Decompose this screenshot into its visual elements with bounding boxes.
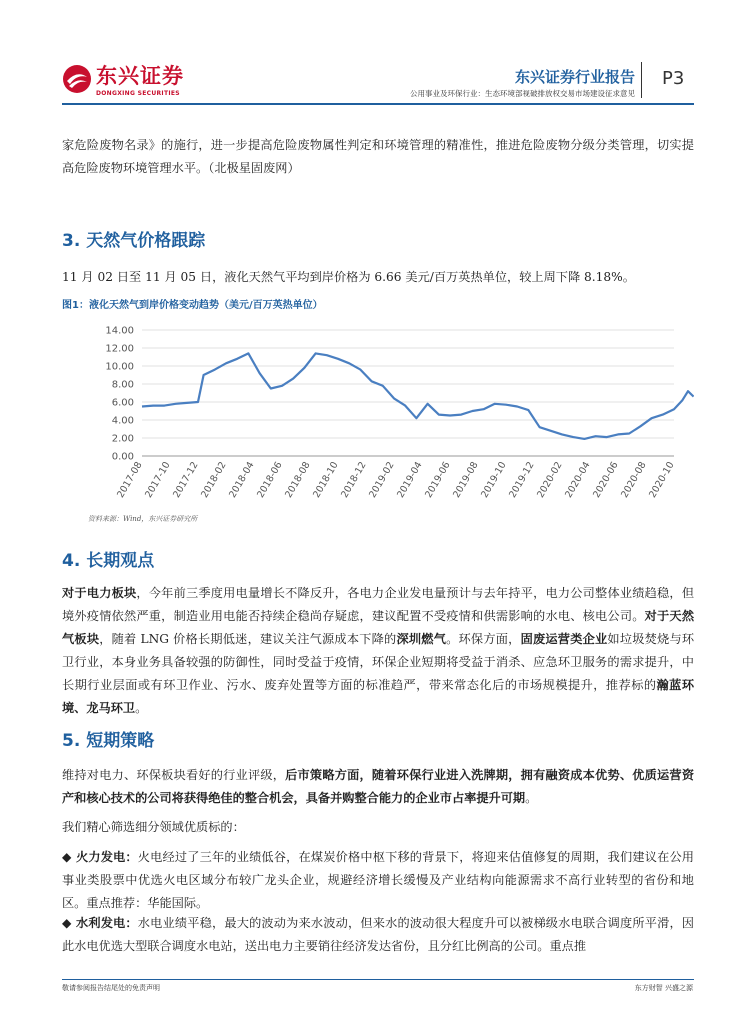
text-strategy-end: 。 — [525, 791, 538, 805]
bold-power: 对于电力板块 — [62, 586, 137, 600]
header-divider — [641, 62, 642, 98]
y-tick-label: 10.00 — [105, 361, 134, 373]
lng-price-chart — [62, 318, 694, 514]
x-tick-label: 2018-06 — [255, 460, 285, 500]
text-env: 。环保方面， — [446, 632, 521, 646]
bold-recommended: 瀚蓝环境、龙马环卫 — [62, 678, 695, 715]
bold-thermal: ◆ 火力发电： — [62, 850, 138, 864]
x-tick-label: 2019-04 — [395, 460, 425, 500]
list-item-thermal — [62, 846, 694, 915]
section-4-heading: 4. 长期观点 — [62, 551, 155, 571]
text-gas: ，随着 LNG 价格长期低迷，建议关注气源成本下降的 — [99, 632, 397, 646]
y-tick-label: 2.00 — [111, 433, 134, 445]
x-tick-label: 2017-10 — [143, 460, 173, 500]
x-tick-label: 2019-06 — [423, 460, 453, 500]
picks-intro: 我们精心筛选细分领域优质标的： — [62, 820, 245, 834]
x-tick-label: 2019-08 — [451, 460, 481, 500]
header-rule — [62, 103, 694, 105]
section-4-paragraph — [62, 582, 694, 720]
logo-text: 东兴证券 — [96, 64, 184, 88]
list-item-hydro — [62, 912, 694, 958]
bold-solid-waste: 固废运营类企业 — [520, 632, 608, 646]
text-end: 。 — [135, 701, 148, 715]
page-number: P3 — [662, 68, 685, 89]
text-thermal: 火电经过了三年的业绩低谷，在煤炭价格中枢下移的背景下，将迎来估值修复的周期，我们建议在公用事业类股票中优选火电区域分布较广龙头企业，规避经济增长缓慢及产业结构向能源需求不高行业转型的省份和地区。重点推荐：华能国际。 — [62, 850, 694, 910]
bold-hydro: ◆ 水利发电： — [62, 916, 138, 930]
x-tick-label: 2017-08 — [115, 460, 145, 500]
text-hydro: 水电业绩平稳，最大的波动为来水波动，但来水的波动很大程度升可以被梯级水电联合调度所平滑，因此水电优选大型联合调度水电站，送出电力主要销往经济发达省份，且分红比例高的公司。重点推 — [62, 916, 694, 953]
y-tick-label: 6.00 — [111, 397, 134, 409]
footer-disclaimer: 敬请参阅报告结尾处的免责声明 — [62, 984, 160, 992]
x-tick-label: 2018-12 — [339, 460, 369, 500]
text-solid-waste: 如垃圾焚烧与环卫行业，本身业务具备较强的防御性，同时受益于疫情，环保企业短期将受益于消杀、应急环卫服务的需求提升，中长期行业层面或有环卫作业、污水、废弃处置等方面的标准趋严，带来常态化后的市场规模提升，推荐标的 — [62, 632, 695, 692]
y-tick-label: 12.00 — [105, 343, 134, 355]
x-tick-label: 2019-10 — [479, 460, 509, 500]
figure-title: 图1：液化天然气到岸价格变动趋势（美元/百万英热单位） — [62, 300, 323, 311]
x-tick-label: 2018-02 — [199, 460, 229, 500]
figure-source: 资料来源：Wind，东兴证券研究所 — [88, 515, 198, 523]
bold-shenzhen-gas: 深圳燃气 — [396, 632, 447, 646]
footer-rule — [62, 979, 694, 980]
x-tick-label: 2020-06 — [591, 460, 621, 500]
x-tick-label: 2018-04 — [227, 460, 257, 500]
x-tick-label: 2017-12 — [171, 460, 201, 500]
y-tick-label: 0.00 — [111, 451, 134, 463]
x-tick-label: 2020-08 — [619, 460, 649, 500]
section-3-heading: 3. 天然气价格跟踪 — [62, 231, 206, 251]
x-tick-label: 2018-08 — [283, 460, 313, 500]
section-3-text: 11 月 02 日至 11 月 05 日，液化天然气平均到岸价格为 6.66 美元/百万英热单位，较上周下降 8.18%。 — [62, 270, 635, 284]
bold-strategy: 后市策略方面，随着环保行业进入洗牌期，拥有融资成本优势、优质运营资产和核心技术的公司将获得绝佳的整合机会，具备并购整合能力的企业市占率提升可期 — [62, 768, 695, 805]
x-tick-label: 2018-10 — [311, 460, 341, 500]
section-5-paragraph — [62, 764, 694, 810]
text-power: ，今年前三季度用电量增长不降反升，各电力企业发电量预计与去年持平，电力公司整体业绩趋稳，但境外疫情依然严重，制造业用电能否持续企稳尚存疑虑，建议配置不受疫情和供需影响的水电、核电公司。 — [62, 586, 695, 623]
logo-icon — [62, 64, 92, 94]
x-tick-label: 2020-04 — [563, 460, 593, 500]
x-tick-label: 2019-12 — [507, 460, 537, 500]
section-5-heading: 5. 短期策略 — [62, 731, 155, 751]
y-tick-label: 14.00 — [105, 325, 134, 337]
report-title: 东兴证券行业报告 — [514, 68, 635, 86]
y-tick-label: 8.00 — [111, 379, 134, 391]
intro-paragraph: 家危险废物名录》的施行，进一步提高危险废物属性判定和环境管理的精准性，推进危险废物分级分类管理，切实提高危险废物环境管理水平。（北极星固废网） — [62, 138, 694, 175]
x-tick-label: 2020-02 — [535, 460, 565, 500]
report-subtitle: 公用事业及环保行业：生态环境部视破排放权交易市场建设征求意见 — [410, 89, 635, 98]
x-tick-label: 2019-02 — [367, 460, 397, 500]
logo-english: DONGXING SECURITIES — [96, 90, 180, 97]
y-tick-label: 4.00 — [111, 415, 134, 427]
footer-slogan: 东方财智 兴盛之源 — [634, 984, 693, 992]
x-tick-label: 2020-10 — [647, 460, 677, 500]
text-rating: 维持对电力、环保板块看好的行业评级， — [62, 768, 286, 782]
bold-gas: 对于天然气板块 — [62, 609, 695, 646]
